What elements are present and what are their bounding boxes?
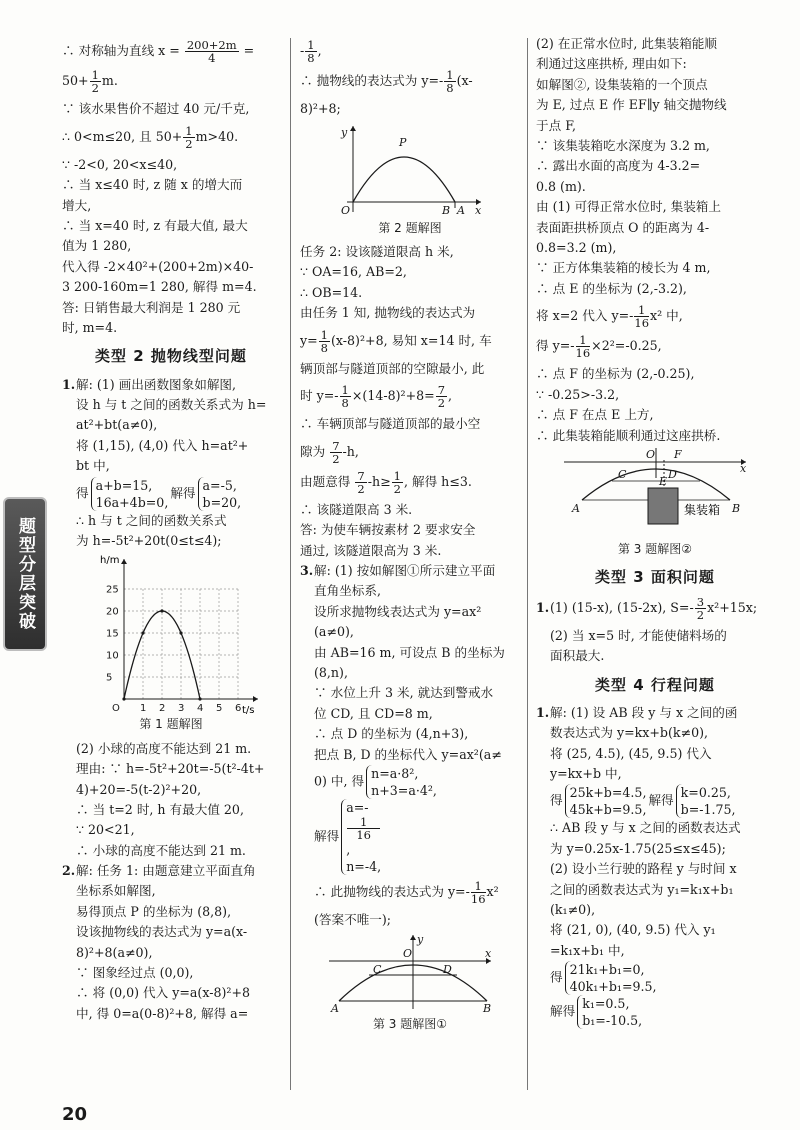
text-line: ∴ h 与 t 之间的函数关系式 <box>76 512 227 528</box>
text-line: ∵ -2<0, 20<x≤40, <box>62 156 178 172</box>
figure-2-tunnel <box>335 122 485 217</box>
text-line: ∴ 小球的高度不能达到 21 m. <box>76 842 246 858</box>
figure-caption: 第 1 题解图 <box>139 717 203 732</box>
text-line: (8,n), <box>314 665 348 681</box>
x-tick-label: O <box>112 703 120 715</box>
text-line: ∴ 点 F 在点 E 上方, <box>536 407 654 423</box>
text-line: 坐标系如解图, <box>76 883 156 899</box>
text-line: 0.8=3.2 (m), <box>536 239 617 255</box>
text-line: - $\frac{1}{8}$ , <box>300 38 322 66</box>
text-line: (a≠0), <box>314 624 354 640</box>
text-line: bt 中, <box>76 458 110 474</box>
text-line: 3 200-160m=1 280, 解得 m=4. <box>62 279 257 295</box>
text-line: 数表达式为 y=kx+b(k≠0), <box>550 725 709 741</box>
equation-system-line: 解得 k₁=0.5, b₁=-10.5, <box>550 996 643 1029</box>
page-number: 20 <box>62 1104 88 1125</box>
x-tick-label: 4 <box>197 703 204 715</box>
container-label: 集装箱 <box>684 502 721 517</box>
x-axis-label: t/s <box>242 705 255 717</box>
text-line: ∴ 点 F 的坐标为 (2,-0.25), <box>536 366 695 382</box>
text-line: 设该抛物线的表达式为 y=a(x- <box>76 924 248 940</box>
container-box <box>648 488 678 524</box>
text-line: ∴ 该隧道限高 3 米. <box>300 501 413 517</box>
section-heading: 类型 2 抛物线型问题 <box>95 347 247 366</box>
svg-text:y: y <box>341 125 348 139</box>
svg-text:x: x <box>740 461 747 475</box>
text-line: 利通过这座拱桥, 理由如下: <box>536 56 687 72</box>
text-line: ∴ 车辆顶部与隧道顶部的最小空 <box>300 416 481 432</box>
column-3 <box>536 34 774 1100</box>
text-line: ∴ OB=14. <box>300 284 363 300</box>
column-2 <box>300 34 520 1100</box>
svg-text:A: A <box>572 501 580 515</box>
text-line: 1.(1) (15-x), (15-2x), S=- $\frac{3}{2}$ x²+15x; <box>536 594 758 622</box>
data-point <box>198 698 201 701</box>
text-line: 通过, 该隧道限高为 3 米. <box>300 542 442 558</box>
text-line: ∴ 抛物线的表达式为 y=- $\frac{1}{8}$ (x- <box>300 68 473 96</box>
text-line: 为 y=0.25x-1.75(25≤x≤45); <box>550 840 726 856</box>
text-line: 代入得 -2×40²+(200+2m)×40- <box>62 258 254 274</box>
svg-text:E: E <box>659 474 668 488</box>
text-line: (2) 小球的高度不能达到 21 m. <box>76 740 252 756</box>
text-line: ∵ 图象经过点 (0,0), <box>76 965 194 981</box>
text-line: (2) 设小兰行驶的路程 y 与时间 x <box>550 861 737 877</box>
text-line: ∵ 水位上升 3 米, 就达到警戒水 <box>314 685 494 701</box>
text-line: y= $\frac{1}{8}$ (x-8)²+8, 易知 x=14 时, 车 <box>300 327 492 355</box>
text-line: 中, 得 0=a(0-8)²+8, 解得 a= <box>76 1005 249 1021</box>
text-line: 8)²+8(a≠0), <box>76 944 153 960</box>
text-line: 任务 2: 设该隧道限高 h 米, <box>300 244 454 260</box>
svg-text:D: D <box>443 962 452 976</box>
svg-text:O: O <box>646 447 656 461</box>
svg-text:D: D <box>668 467 677 481</box>
svg-text:O: O <box>341 203 351 217</box>
data-point <box>160 610 163 613</box>
text-line: 50+ $\frac{1}{2}$ m. <box>62 68 118 96</box>
svg-text:B: B <box>732 501 741 515</box>
text-line: 将 (25, 4.5), (45, 9.5) 代入 <box>550 745 712 761</box>
text-line: ∵ 该水果售价不超过 40 元/千克, <box>62 101 250 117</box>
text-line: at²+bt(a≠0), <box>76 417 158 433</box>
text-line: y=kx+b 中, <box>550 766 622 781</box>
text-line: ∴ 当 t=2 时, h 有最大值 20, <box>76 801 244 817</box>
text-line: 时, m=4. <box>62 319 118 335</box>
text-line: ∵ 20<21, <box>76 822 135 838</box>
svg-text:x: x <box>475 203 482 217</box>
data-point <box>141 632 144 635</box>
text-line: 得 y=- $\frac{1}{16}$ ×2²=-0.25, <box>536 333 662 361</box>
text-line: ∴ 当 x≤40 时, z 随 x 的增大而 <box>62 177 243 193</box>
equation-system-line: 得 21k₁+b₁=0, 40k₁+b₁=9.5, <box>550 962 657 995</box>
text-line: 时 y=- $\frac{1}{8}$ ×(14-8)²+8= $\frac{7}{2}$ , <box>300 383 453 411</box>
svg-text:B: B <box>483 1001 492 1015</box>
figure-caption: 第 3 题解图① <box>372 1016 448 1031</box>
text-line: 理由: ∵ h=-5t²+20t=-5(t²-4t+ <box>76 761 265 777</box>
text-line: ∴ AB 段 y 与 x 之间的函数表达式 <box>550 820 741 836</box>
svg-text:O: O <box>403 946 413 960</box>
x-tick-label: 6 <box>235 703 242 715</box>
text-line: 面积最大. <box>550 648 605 664</box>
text-line: (k₁≠0), <box>550 901 596 917</box>
figure-1-graph <box>100 553 262 717</box>
column-divider <box>290 38 291 1090</box>
text-line: 答: 为使车辆按素材 2 要求安全 <box>300 522 476 538</box>
text-line: 增大, <box>62 197 92 213</box>
text-line: 0.8 (m). <box>536 178 586 194</box>
column-divider <box>527 38 528 1090</box>
text-line: 表面距拱桥顶点 O 的距离为 4- <box>536 219 710 235</box>
text-line: (答案不唯一); <box>314 912 392 928</box>
text-line: ∴ 此集装箱能顺利通过这座拱桥. <box>536 427 721 443</box>
text-line: 由 AB=16 m, 可设点 B 的坐标为 <box>314 644 505 660</box>
text-line: 辆顶部与隧道顶部的空隙最小, 此 <box>300 360 485 376</box>
text-line: 隙为 $\frac{7}{2}$ -h, <box>300 438 359 466</box>
equation-system-line: 得 25k+b=4.5, 45k+b=9.5, 解得 k=0.25, b=-1.75, <box>550 785 736 818</box>
text-line: 值为 1 280, <box>62 238 132 254</box>
text-line: 8)²+8; <box>300 101 341 117</box>
svg-text:A: A <box>331 1001 339 1015</box>
text-line: 直角坐标系, <box>314 583 381 599</box>
text-line: 于点 F, <box>536 117 576 133</box>
text-line: ∵ 该集装箱吃水深度为 3.2 m, <box>536 137 710 153</box>
text-line: 2.解: 任务 1: 由题意建立平面直角 <box>62 863 256 879</box>
svg-text:F: F <box>674 447 682 461</box>
figure-3b-container <box>560 448 750 538</box>
y-tick-label: 15 <box>106 628 119 640</box>
text-line: =k₁x+b₁ 中, <box>550 942 625 958</box>
text-line: (2) 在正常水位时, 此集装箱能顺 <box>536 36 717 51</box>
text-line: 为 E, 过点 E 作 EF∥y 轴交抛物线 <box>536 97 727 113</box>
text-line: 如解图②, 设集装箱的一个顶点 <box>536 76 708 92</box>
text-line: ∴ 点 E 的坐标为 (2,-3.2), <box>536 280 687 296</box>
equation-system-line: 解得 a=- 1 16 , n=-4, <box>314 800 382 875</box>
svg-text:C: C <box>618 467 627 481</box>
text-line: ∴ 0<m≤20, 且 50+ $\frac{1}{2}$ m>40. <box>62 123 239 151</box>
text-line: 把点 B, D 的坐标代入 y=ax²(a≠ <box>314 746 502 762</box>
x-tick-label: 5 <box>216 703 223 715</box>
text-line: 位 CD, 且 CD=8 m, <box>314 705 433 721</box>
text-line: 4)+20=-5(t-2)²+20, <box>76 781 202 797</box>
text-line: 将 (1,15), (4,0) 代入 h=at²+ <box>76 437 249 453</box>
text-line: ∴ 将 (0,0) 代入 y=a(x-8)²+8 <box>76 985 251 1001</box>
text-line: ∴ 当 x=40 时, z 有最大值, 最大 <box>62 217 248 233</box>
text-line: ∴ 对称轴为直线 x = $\frac{200+2m}{4}$ = <box>62 38 255 66</box>
x-tick-label: 3 <box>178 703 185 715</box>
y-tick-label: 10 <box>106 650 119 662</box>
text-line: 为 h=-5t²+20t(0≤t≤4); <box>76 532 222 548</box>
text-line: ∵ 正方体集装箱的棱长为 4 m, <box>536 260 711 276</box>
svg-text:B: B <box>442 203 451 217</box>
x-tick-label: 2 <box>159 703 166 715</box>
y-tick-label: 5 <box>106 672 113 684</box>
text-line: ∴ 此抛物线的表达式为 y=- $\frac{1}{16}$ x² <box>314 879 499 907</box>
text-line: 1.解: (1) 设 AB 段 y 与 x 之间的函 <box>536 704 738 720</box>
text-line: 由任务 1 知, 抛物线的表达式为 <box>300 305 476 321</box>
side-tab: 题型分层突破 <box>3 497 47 651</box>
text-line: 设所求抛物线表达式为 y=ax² <box>314 603 482 619</box>
svg-text:P: P <box>399 135 407 149</box>
text-line: 易得顶点 P 的坐标为 (8,8), <box>76 903 232 919</box>
y-tick-label: 20 <box>106 606 119 618</box>
svg-text:y: y <box>417 932 424 946</box>
equation-system-line: 0) 中, 得 n=a·8², n+3=a·4², <box>314 766 437 798</box>
data-point <box>122 698 125 701</box>
column-1 <box>62 34 280 1100</box>
text-line: ∵ -0.25>-3.2, <box>536 386 620 402</box>
text-line: 将 x=2 代入 y=- $\frac{1}{16}$ x² 中, <box>536 303 683 331</box>
svg-text:C: C <box>373 962 382 976</box>
svg-text:x: x <box>485 946 492 960</box>
figure-caption: 第 3 题解图② <box>617 541 693 556</box>
section-heading: 类型 4 行程问题 <box>595 675 715 694</box>
figure-caption: 第 2 题解图 <box>378 220 442 235</box>
text-line: ∴ 露出水面的高度为 4-3.2= <box>536 158 701 174</box>
text-line: 由 (1) 可得正常水位时, 集装箱上 <box>536 199 721 215</box>
svg-text:A: A <box>457 203 465 217</box>
x-tick-label: 1 <box>140 703 147 715</box>
text-line: 由题意得 $\frac{7}{2}$ -h≥ $\frac{1}{2}$ , 解得 h≤3. <box>300 468 472 496</box>
text-line: (2) 当 x=5 时, 才能使储料场的 <box>550 627 727 643</box>
section-heading: 类型 3 面积问题 <box>595 568 715 587</box>
y-axis-label: h/m <box>100 555 120 567</box>
text-line: 设 h 与 t 之间的函数关系式为 h= <box>76 396 267 412</box>
y-tick-label: 25 <box>106 584 119 596</box>
text-line: 答: 日销售最大利润是 1 280 元 <box>62 299 241 315</box>
text-line: ∵ OA=16, AB=2, <box>300 264 407 280</box>
equation-system-line: 得 a+b=15, 16a+4b=0, 解得 a=-5, b=20, <box>76 477 242 510</box>
data-point <box>179 632 182 635</box>
text-line: 将 (21, 0), (40, 9.5) 代入 y₁ <box>550 922 716 938</box>
text-line: 3.解: (1) 按如解图①所示建立平面 <box>300 563 496 579</box>
text-line: 1.解: (1) 画出函数图象如解图, <box>62 376 237 392</box>
text-line: 之间的函数表达式为 y₁=k₁x+b₁ <box>550 881 734 897</box>
text-line: ∴ 点 D 的坐标为 (4,n+3), <box>314 726 469 742</box>
figure-3a-bridge <box>325 933 495 1013</box>
